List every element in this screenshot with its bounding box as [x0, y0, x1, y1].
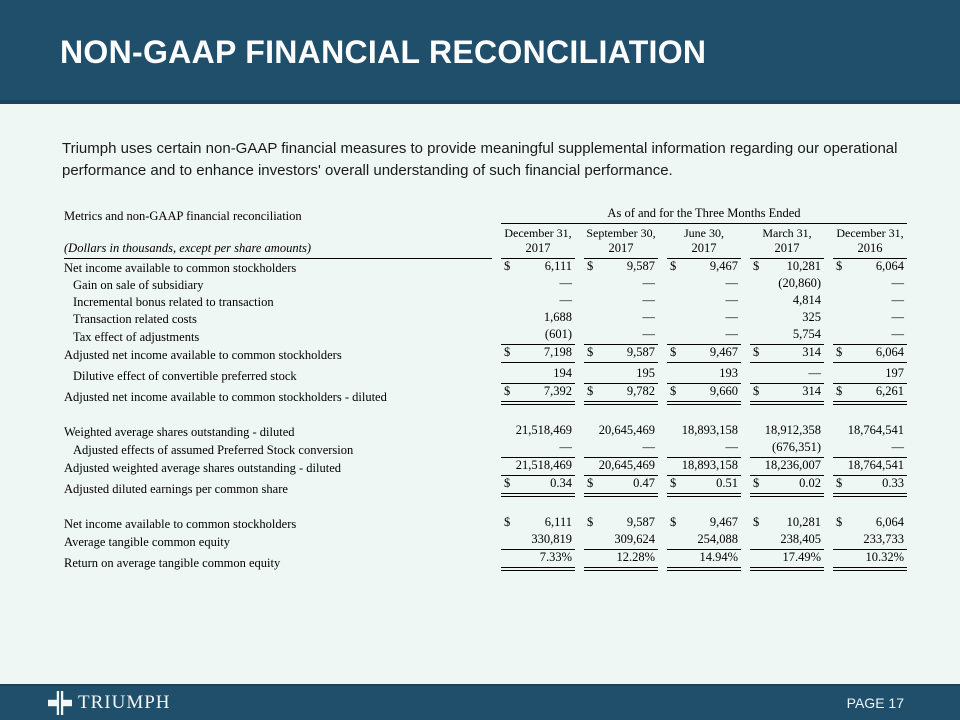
value-cell: [667, 384, 741, 405]
dollar-sign: $: [587, 383, 594, 398]
cell-value: —: [642, 439, 655, 454]
cell-value: 10.32%: [865, 549, 904, 564]
cell-value: 1,688: [543, 309, 572, 324]
value-cell: [833, 276, 907, 293]
cell-value: 21,518,469: [515, 457, 572, 472]
table-caption: Metrics and non-GAAP financial reconciliation: [64, 208, 302, 223]
value-cell: [584, 476, 658, 497]
row-label: Net income available to common stockholders: [64, 516, 297, 531]
value-cell: [501, 310, 575, 327]
dollar-sign: $: [670, 514, 677, 529]
value-cell: [584, 384, 658, 405]
column-month-2: June 30,: [684, 225, 724, 240]
slide-footer: [0, 684, 960, 720]
cell-value: 254,088: [697, 531, 738, 546]
table-row: [64, 327, 907, 345]
column-month-0: December 31,: [504, 225, 572, 240]
dollar-sign: $: [753, 475, 760, 490]
cell-value: 6,111: [544, 514, 572, 529]
cell-value: 238,405: [780, 531, 821, 546]
row-label: Dilutive effect of convertible preferred stock: [73, 368, 297, 383]
cell-value: 14.94%: [699, 549, 738, 564]
cell-value: 6,064: [875, 258, 904, 273]
value-cell: [750, 259, 824, 276]
value-cell: [750, 384, 824, 405]
value-cell: [501, 345, 575, 363]
cell-value: —: [891, 439, 904, 454]
table-body: [64, 259, 907, 571]
value-cell: [750, 276, 824, 293]
dollar-sign: $: [670, 383, 677, 398]
slide-content: [0, 104, 960, 571]
dollar-sign: $: [836, 475, 843, 490]
table-section-net-income-adjustments: [64, 259, 907, 405]
intro-paragraph: Triumph uses certain non-GAAP financial measures to provide meaningful supplemental information regarding our operational performance and to enhance investors' overall understanding of such financial performance.: [62, 140, 898, 179]
value-cell: [833, 327, 907, 345]
value-cell: [667, 293, 741, 310]
triumph-cross-icon: [48, 691, 72, 715]
table-row: [64, 532, 907, 550]
value-cell: [667, 310, 741, 327]
cell-value: 20,645,469: [598, 422, 655, 437]
table-section-share-counts: [64, 423, 907, 497]
cell-value: 4,814: [792, 292, 821, 307]
table-row: [64, 550, 907, 571]
value-cell: [501, 458, 575, 476]
table-section-tangible-equity: [64, 515, 907, 571]
value-cell: [667, 327, 741, 345]
row-label: Average tangible common equity: [64, 534, 231, 549]
value-cell: [667, 423, 741, 440]
value-cell: [584, 440, 658, 458]
cell-value: 5,754: [792, 326, 821, 341]
value-cell: [750, 293, 824, 310]
cell-value: —: [559, 275, 572, 290]
value-cell: [750, 310, 824, 327]
table-row: [64, 423, 907, 440]
brand-logo: [48, 691, 171, 715]
column-year-2: 2017: [667, 241, 741, 259]
value-cell: [501, 276, 575, 293]
dollar-sign: $: [504, 475, 511, 490]
cell-value: 18,893,158: [681, 457, 738, 472]
value-cell: [667, 366, 741, 384]
cell-value: —: [725, 292, 738, 307]
value-cell: [750, 366, 824, 384]
value-cell: [501, 423, 575, 440]
dollar-sign: $: [836, 344, 843, 359]
value-cell: [501, 440, 575, 458]
cell-value: 0.33: [882, 475, 904, 490]
cell-value: 17.49%: [782, 549, 821, 564]
cell-value: —: [891, 309, 904, 324]
cell-value: 0.51: [716, 475, 738, 490]
dollar-sign: $: [504, 383, 511, 398]
cell-value: 12.28%: [616, 549, 655, 564]
value-cell: [833, 384, 907, 405]
value-cell: [584, 276, 658, 293]
cell-value: 6,261: [875, 383, 904, 398]
value-cell: [750, 423, 824, 440]
dollar-sign: $: [753, 344, 760, 359]
value-cell: [833, 366, 907, 384]
table-row: [64, 276, 907, 293]
cell-value: 18,764,541: [847, 422, 904, 437]
value-cell: [584, 345, 658, 363]
table-row: [64, 259, 907, 276]
table-caption-row: [64, 206, 907, 224]
cell-value: 7,198: [543, 344, 572, 359]
value-cell: [501, 532, 575, 550]
cell-value: 193: [719, 365, 738, 380]
dollar-sign: $: [753, 258, 760, 273]
dollar-sign: $: [504, 344, 511, 359]
cell-value: 9,782: [626, 383, 655, 398]
row-label: Return on average tangible common equity: [64, 555, 281, 570]
cell-value: 6,064: [875, 344, 904, 359]
page-number: PAGE 17: [846, 695, 904, 711]
value-cell: [833, 259, 907, 276]
row-label: Transaction related costs: [73, 311, 197, 326]
value-cell: [750, 515, 824, 532]
dollar-sign: $: [587, 258, 594, 273]
table-row: [64, 515, 907, 532]
value-cell: [750, 345, 824, 363]
table-row: [64, 293, 907, 310]
cell-value: 0.02: [799, 475, 821, 490]
table-year-row: [64, 241, 907, 259]
cell-value: 314: [802, 383, 821, 398]
cell-value: 195: [636, 365, 655, 380]
value-cell: [750, 458, 824, 476]
cell-value: 0.47: [633, 475, 655, 490]
value-cell: [584, 532, 658, 550]
value-cell: [667, 515, 741, 532]
cell-value: (676,351): [772, 439, 821, 454]
value-cell: [833, 458, 907, 476]
table-row: [64, 345, 907, 363]
row-label: Weighted average shares outstanding - diluted: [64, 424, 295, 439]
cell-value: 7.33%: [539, 549, 572, 564]
value-cell: [584, 550, 658, 571]
cell-value: —: [808, 365, 821, 380]
value-cell: [833, 345, 907, 363]
dollar-sign: $: [504, 514, 511, 529]
value-cell: [667, 458, 741, 476]
value-cell: [501, 327, 575, 345]
cell-value: 325: [802, 309, 821, 324]
cell-value: 309,624: [614, 531, 655, 546]
value-cell: [750, 532, 824, 550]
cell-value: 194: [553, 365, 572, 380]
value-cell: [584, 310, 658, 327]
value-cell: [833, 532, 907, 550]
cell-value: 20,645,469: [598, 457, 655, 472]
value-cell: [667, 345, 741, 363]
cell-value: —: [725, 309, 738, 324]
table-row: [64, 310, 907, 327]
cell-value: —: [891, 275, 904, 290]
dollar-sign: $: [587, 475, 594, 490]
value-cell: [584, 366, 658, 384]
value-cell: [750, 327, 824, 345]
value-cell: [501, 476, 575, 497]
cell-value: 9,587: [626, 258, 655, 273]
value-cell: [501, 515, 575, 532]
cell-value: —: [642, 292, 655, 307]
value-cell: [501, 366, 575, 384]
dollar-sign: $: [836, 258, 843, 273]
cell-value: (601): [544, 326, 572, 341]
column-month-4: December 31,: [836, 225, 904, 240]
dollar-sign: $: [836, 514, 843, 529]
table-month-row: [64, 224, 907, 241]
cell-value: 7,392: [543, 383, 572, 398]
value-cell: [667, 532, 741, 550]
table-row: [64, 440, 907, 458]
cell-value: —: [891, 326, 904, 341]
value-cell: [584, 259, 658, 276]
value-cell: [750, 440, 824, 458]
value-cell: [667, 476, 741, 497]
dollar-sign: $: [753, 383, 760, 398]
cell-value: 6,111: [544, 258, 572, 273]
value-cell: [833, 293, 907, 310]
cell-value: (20,860): [778, 275, 821, 290]
column-year-3: 2017: [750, 241, 824, 259]
row-label: Adjusted net income available to common stockholders: [64, 347, 342, 362]
value-cell: [501, 293, 575, 310]
value-cell: [584, 515, 658, 532]
cell-value: —: [642, 326, 655, 341]
value-cell: [667, 276, 741, 293]
cell-value: 21,518,469: [515, 422, 572, 437]
value-cell: [501, 550, 575, 571]
value-cell: [667, 550, 741, 571]
cell-value: —: [642, 275, 655, 290]
row-label: Incremental bonus related to transaction: [73, 294, 274, 309]
value-cell: [584, 327, 658, 345]
cell-value: —: [891, 292, 904, 307]
dollar-sign: $: [670, 475, 677, 490]
column-year-4: 2016: [833, 241, 907, 259]
value-cell: [833, 440, 907, 458]
value-cell: [833, 515, 907, 532]
table-row: [64, 366, 907, 384]
column-month-3: March 31,: [762, 225, 812, 240]
dollar-sign: $: [587, 514, 594, 529]
cell-value: —: [559, 292, 572, 307]
period-header: As of and for the Three Months Ended: [501, 206, 907, 224]
cell-value: 9,467: [709, 258, 738, 273]
value-cell: [833, 423, 907, 440]
value-cell: [750, 550, 824, 571]
value-cell: [667, 440, 741, 458]
row-label: Tax effect of adjustments: [73, 329, 200, 344]
cell-value: —: [725, 439, 738, 454]
value-cell: [667, 259, 741, 276]
column-month-1: September 30,: [586, 225, 656, 240]
row-label: Adjusted net income available to common stockholders - diluted: [64, 389, 387, 404]
cell-value: 10,281: [786, 258, 821, 273]
value-cell: [833, 476, 907, 497]
row-label: Net income available to common stockholders: [64, 260, 297, 275]
value-cell: [501, 259, 575, 276]
cell-value: 18,893,158: [681, 422, 738, 437]
dollar-sign: $: [753, 514, 760, 529]
value-cell: [833, 310, 907, 327]
dollar-sign: $: [836, 383, 843, 398]
column-year-0: 2017: [501, 241, 575, 259]
dollar-sign: $: [587, 344, 594, 359]
cell-value: 10,281: [786, 514, 821, 529]
cell-value: —: [725, 326, 738, 341]
table-row: [64, 458, 907, 476]
value-cell: [584, 458, 658, 476]
table-row: [64, 384, 907, 405]
row-label: Adjusted effects of assumed Preferred Stock conversion: [73, 442, 354, 457]
row-label: Gain on sale of subsidiary: [73, 277, 204, 292]
slide-header: [0, 0, 960, 104]
cell-value: 6,064: [875, 514, 904, 529]
value-cell: [833, 550, 907, 571]
cell-value: 330,819: [531, 531, 572, 546]
cell-value: —: [559, 439, 572, 454]
cell-value: 197: [885, 365, 904, 380]
cell-value: 9,467: [709, 344, 738, 359]
dollar-sign: $: [670, 258, 677, 273]
value-cell: [584, 293, 658, 310]
cell-value: 0.34: [550, 475, 572, 490]
slide-title: NON-GAAP FINANCIAL RECONCILIATION: [60, 33, 707, 70]
cell-value: 9,587: [626, 344, 655, 359]
cell-value: —: [642, 309, 655, 324]
value-cell: [750, 476, 824, 497]
column-year-1: 2017: [584, 241, 658, 259]
row-label: Adjusted weighted average shares outstanding - diluted: [64, 460, 342, 475]
cell-value: 18,912,358: [764, 422, 821, 437]
value-cell: [501, 384, 575, 405]
cell-value: 18,236,007: [764, 457, 821, 472]
reconciliation-table: [64, 206, 907, 571]
cell-value: 18,764,541: [847, 457, 904, 472]
cell-value: 314: [802, 344, 821, 359]
cell-value: —: [725, 275, 738, 290]
table-row: [64, 476, 907, 497]
value-cell: [584, 423, 658, 440]
cell-value: 9,587: [626, 514, 655, 529]
cell-value: 9,660: [709, 383, 738, 398]
dollar-sign: $: [504, 258, 511, 273]
cell-value: 233,733: [863, 531, 904, 546]
dollar-sign: $: [670, 344, 677, 359]
cell-value: 9,467: [709, 514, 738, 529]
brand-name: TRIUMPH: [78, 692, 171, 713]
units-note: (Dollars in thousands, except per share amounts): [64, 241, 492, 259]
row-label: Adjusted diluted earnings per common share: [64, 481, 288, 496]
